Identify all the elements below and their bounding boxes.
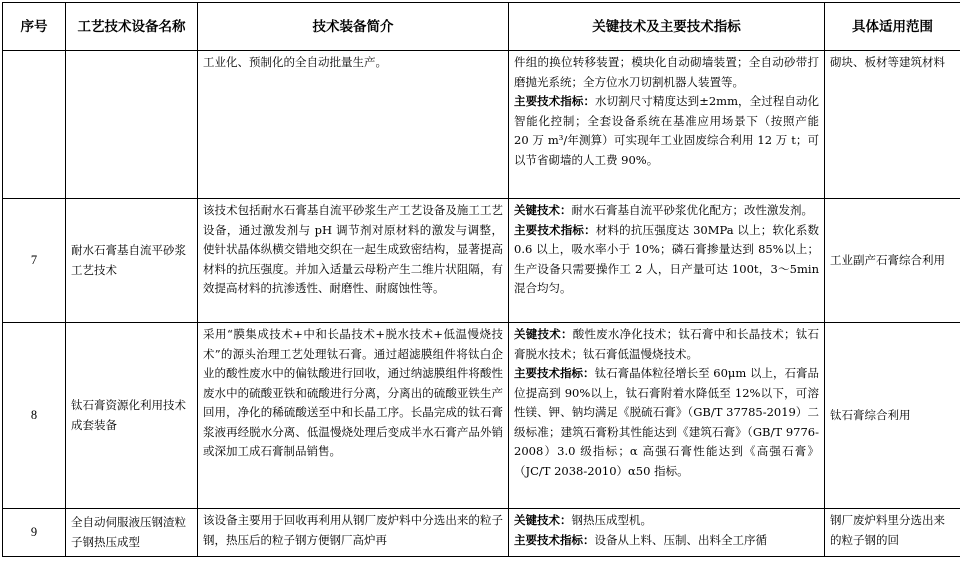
header-intro: 技术装备简介 [198,3,509,51]
key-label: 主要技术指标： [514,94,596,108]
header-row [3,3,960,51]
table-row [3,199,960,323]
key-label: 主要技术指标： [514,532,595,547]
key-text: 酸性废水净化技术；钛石膏中和长晶技术；钛石膏脱水技术；钛石膏低温慢烧技术。 [514,327,820,361]
key-text: 材料的抗压强度达 30MPa 以上；软化系数 0.6 以上，吸水率小于 10%；磷石膏掺量达到 85%以上；生产设备只需要操作工 2 人，日产量可达 100t，3～5min 混合均匀。 [514,222,820,295]
row-number: 8 [3,323,66,509]
key-text: 耐水石膏基自流平砂浆优化配方；改性激发剂。 [571,203,813,217]
key-line [514,201,819,221]
key-text: 设备从上料、压制、出料全工序循 [594,532,767,547]
table-row [3,51,960,199]
key-text: 钢热压成型机。 [571,513,652,527]
key-text: 钛石膏晶体粒径增长至 60μm 以上，石膏品位提高到 90%以上，钛石膏附着水降低至 12%以下，可溶性镁、钾、钠均满足《脱硫石膏》（GB/T 37785-2019）二级标准；建筑石膏粉其性能达到《建筑石膏》（GB/T 9776-2008）3.0 级指标；α 高强石膏性能达到《高强石膏》（JC/T 2038-2010）α50 指标。 [514,366,820,478]
key-line [514,53,819,92]
header-no: 序号 [3,3,66,51]
header-name: 工艺技术设备名称 [66,3,198,51]
table-row [3,323,960,509]
key-label: 关键技术： [514,203,572,217]
key-line [514,325,819,364]
row-name [66,51,198,199]
key-line [514,221,819,299]
row-name: 全自动伺服液压钢渣粒子钢热压成型 [66,509,198,557]
key-label: 关键技术： [514,513,572,527]
row-name: 钛石膏资源化利用技术成套装备 [66,323,198,509]
row-intro: 采用“膜集成技术+中和长晶技术+脱水技术+低温慢烧技术”的源头治理工艺处理钛石膏。通过超滤膜组件将钛白企业的酸性废水中的偏钛酸进行回收，通过纳滤膜组件将酸性废水中的硫酸亚铁和硫酸进行分离，分离出的硫酸亚铁生产回用，净化的稀硫酸送至中和长晶工序。长晶完成的钛石膏浆液再经脱水分离、低温慢烧处理后变成半水石膏产品外销或深加工成石膏制品销售。 [198,323,509,509]
key-label: 主要技术指标： [514,222,596,237]
row-name: 耐水石膏基自流平砂浆工艺技术 [66,199,198,323]
row-number [3,51,66,199]
header-scope: 具体适用范围 [825,3,960,51]
header-key-tech: 关键技术及主要技术指标 [509,3,825,51]
row-key-tech [509,323,825,509]
row-key-tech [509,509,825,557]
key-line [514,92,819,170]
row-scope: 工业副产石膏综合利用 [825,199,960,323]
table-row [3,509,960,557]
row-scope: 钛石膏综合利用 [825,323,960,509]
key-line [514,364,819,481]
key-text: 件组的换位转移装置；模块化自动砌墙装置；全自动砂带打磨抛光系统；全方位水刀切割机器人装置等。 [514,55,819,89]
key-line [514,511,819,531]
row-intro: 该技术包括耐水石膏基自流平砂浆生产工艺设备及施工工艺设备，通过激发剂与 pH 调节剂对原材料的激发与调整，使针状晶体纵横交错地交织在一起生成致密结构，显著提高材料的抗压强度。并加入适量云母粉产生二维片状阻隔，有效提高材料的抗渗透性、耐磨性、耐腐蚀性等。 [198,199,509,323]
key-label: 主要技术指标： [514,366,595,380]
key-text: 水切割尺寸精度达到±2mm，全过程自动化智能化控制；全套设备系统在基准应用场景下（按照产能 20 万 m³/年测算）可实现年工业固废综合利用 12 万 t；可以节省砌墙的人工费 90%。 [514,94,819,167]
row-key-tech [509,199,825,323]
row-scope: 砌块、板材等建筑材料 [825,51,960,199]
row-intro: 工业化、预制化的全自动批量生产。 [198,51,509,199]
row-key-tech [509,51,825,199]
row-number: 7 [3,199,66,323]
tech-equipment-table [2,2,960,557]
row-intro: 该设备主要用于回收再利用从钢厂废炉料中分选出来的粒子钢，热压后的粒子钢方便钢厂高炉再 [198,509,509,557]
row-scope: 钢厂废炉料里分选出来的粒子钢的回 [825,509,960,557]
key-label: 关键技术： [514,327,573,341]
key-line [514,531,819,551]
row-number: 9 [3,509,66,557]
